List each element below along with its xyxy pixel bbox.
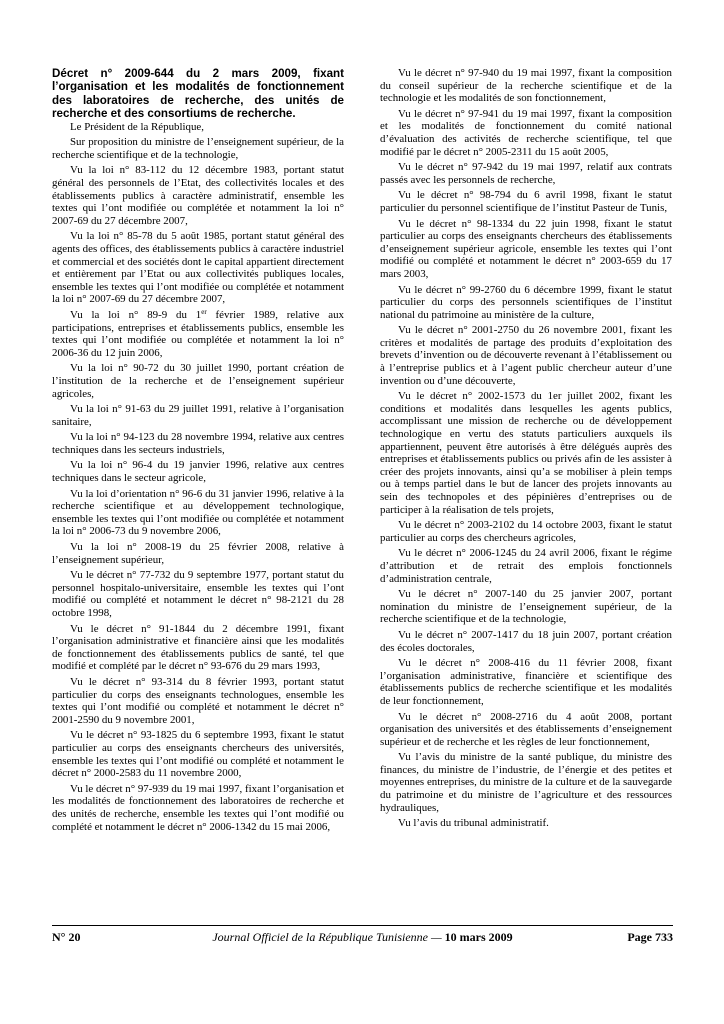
right-column: [380, 67, 672, 833]
paragraph: Vu le décret n° 2003-2102 du 14 octobre 2003, fixant le statut particulier au corps des chercheurs agricoles,: [380, 519, 672, 544]
paragraph: Vu le décret n° 2007-1417 du 18 juin 2007, portant création des écoles doctorales,: [380, 628, 672, 654]
paragraph-text: février 1989, relative aux participations, entreprises et établissements publics, ensemble les textes qui l’ont modifiée ou complétée et notamment la loi n° 2006-36 du 12 juin 2006,: [52, 308, 344, 359]
paragraph: Vu le décret n° 97-941 du 19 mai 1997, fixant la composition et les modalités de fonctionnement du comité national d’évaluation des activités de recherche scientifique, tel que modifié par le décret n° 2005-2311 du 15 août 2005,: [380, 107, 672, 158]
paragraph: Vu la loi n° 91-63 du 29 juillet 1991, relative à l’organisation sanitaire,: [52, 403, 344, 428]
paragraph: Vu le décret n° 98-794 du 6 avril 1998, fixant le statut particulier du personnel scientifique de l’institut Pasteur de Tunis,: [380, 189, 672, 214]
paragraph: Vu la loi n° 83-112 du 12 décembre 1983, portant statut général des personnels de l’Etat, des collectivités locales et des établissements publics à caractère administratif, ensemble les textes qui l’ont modifiée ou complétée et notamment la loi n° 2007-69 du 27 décembre 2007,: [52, 164, 344, 227]
journal-line: [52, 930, 673, 945]
paragraph: Vu le décret n° 91-1844 du 2 décembre 1991, fixant l’organisation administrative et financière ainsi que les modalités de fonctionnement des établissements publics de santé, tel que modifié et complété par le décret n° 93-676 du 29 mars 1993,: [52, 622, 344, 673]
paragraph: Vu la loi n° 94-123 du 28 novembre 1994, relative aux centres techniques dans les secteurs industriels,: [52, 431, 344, 456]
footer-divider: [52, 925, 673, 926]
paragraph: Vu le décret n° 98-1334 du 22 juin 1998, fixant le statut particulier au corps des enseignants chercheurs des établissements d’enseignement supérieur agricole, ensemble les textes qui l’ont modifié ou complété et notamment le décret n° 2003-659 du 17 mars 2003,: [380, 217, 672, 280]
paragraph: Vu le décret n° 97-942 du 19 mai 1997, relatif aux contrats passés avec les personnels de recherche,: [380, 161, 672, 186]
paragraph: Vu la loi d’orientation n° 96-6 du 31 janvier 1996, relative à la recherche scientifique et au développement technologique, ensemble les textes qui l’ont modifiée ou complétée et notamment la loi n° 2006-73 du 9 novembre 2006,: [52, 487, 344, 538]
paragraph: Vu l’avis du tribunal administratif.: [398, 817, 549, 830]
paragraph: Le Président de la République,: [70, 120, 204, 133]
right-paragraphs: [380, 67, 672, 830]
paragraph: Sur proposition du ministre de l’enseignement supérieur, de la recherche scientifique et de la technologie,: [52, 136, 344, 161]
page-footer: [52, 930, 673, 946]
paragraph: Vu le décret n° 2008-2716 du 4 août 2008, portant organisation des universités et des établissements d’enseignement supérieur et de recherche et les règles de leur fonctionnement,: [380, 710, 672, 748]
paragraph: Vu le décret n° 93-314 du 8 février 1993, portant statut particulier du corps des enseignants technologues, ensemble les textes qui l’ont modifié ou complété et notamment le décret n° 2001-2590 du 9 novembre 2001,: [52, 675, 344, 726]
paragraph: Vu l’avis du ministre de la santé publique, du ministre des finances, du ministre de l’industrie, de l’énergie et des petites et moyennes entreprises, du ministre de la culture et de la sauvegarde du patrimoine et du ministre de l’agriculture et des ressources hydrauliques,: [380, 751, 672, 814]
paragraph: Vu le décret n° 2007-140 du 25 janvier 2007, portant nomination du ministre de l’enseignement supérieur, de la recherche scientifique et de la technologie,: [380, 588, 672, 626]
paragraph: Vu le décret n° 2008-416 du 11 février 2008, fixant l’organisation administrative, financière et scientifique des établissements publics de recherche scientifique et les modalités de leur fonctionnement,: [380, 657, 672, 707]
paragraph: Vu la loi n° 85-78 du 5 août 1985, portant statut général des agents des offices, des établissements publics à caractère industriel et commercial et des sociétés dont le capital appartient directement et entièrement par l’Etat ou aux collectivités publiques locales, ensemble les textes qui l’ont modifiée ou complétée et notamment la loi n° 2007-69 du 27 décembre 2007,: [52, 230, 344, 306]
paragraph: Vu le décret n° 2006-1245 du 24 avril 2006, fixant le régime d’attribution et de retrait des emplois fonctionnels d’administration centrale,: [380, 547, 672, 585]
paragraph-text: Vu la loi n° 89-9 du 1: [70, 308, 202, 321]
paragraph: Vu le décret n° 97-940 du 19 mai 1997, fixant la composition du conseil supérieur de la recherche scientifique et de la technologie et les modalités de son fonctionnement,: [380, 67, 672, 105]
paragraph: Vu le décret n° 77-732 du 9 septembre 1977, portant statut du personnel hospitalo-universitaire, ensemble les textes qui l’ont modifié ou complété et notamment le décret n° 98-2121 du 28 octobre 1998,: [52, 569, 344, 619]
ordinal-superscript: er: [201, 307, 207, 316]
paragraph: Vu le décret n° 93-1825 du 6 septembre 1993, fixant le statut particulier au corps des enseignants chercheurs des universités, ensemble les textes qui l’ont modifié ou complété et notamment le décret n° 2000-2583 du 11 novembre 2000,: [52, 729, 344, 780]
paragraph: [52, 309, 344, 359]
paragraph: Vu la loi n° 2008-19 du 25 février 2008, relative à l’enseignement supérieur,: [52, 541, 344, 566]
paragraph: Vu la loi n° 96-4 du 19 janvier 1996, relative aux centres techniques dans le secteur agricole,: [52, 459, 344, 485]
decree-title: Décret n° 2009-644 du 2 mars 2009, fixant l’organisation et les modalités de fonctionnement des laboratoires de recherche, des unités de recherche et des consortiums de recherche.: [52, 67, 344, 121]
paragraph: Vu la loi n° 90-72 du 30 juillet 1990, portant création de l’institution de la recherche et de l’enseignement supérieur agricoles,: [52, 362, 344, 400]
journal-name: Journal Officiel de la République Tunisienne —: [212, 930, 442, 944]
paragraph: Vu le décret n° 2001-2750 du 26 novembre 2001, fixant les critères et modalités de partage des produits d’exploitation des brevets d’invention ou de découverte revenant à l’établissement ou à l’entreprise publics et à l’agent public chercheur auteur d’une invention ou d’une découverte,: [380, 324, 672, 387]
paragraph: Vu le décret n° 99-2760 du 6 décembre 1999, fixant le statut particulier du corps des personnels scientifiques de l’institut national du patrimoine au ministère de la culture,: [380, 283, 672, 321]
page-number: Page 733: [627, 930, 673, 944]
journal-date: 10 mars 2009: [444, 930, 513, 944]
paragraph: Vu le décret n° 2002-1573 du 1er juillet 2002, fixant les conditions et modalités dans lesquelles les agents publics, accomplissant une mission de recherche ou de développement technologique en vertu des statuts particuliers auxquels ils appartiennent, peuvent être autorisés à être délégués auprès des entreprises et établissements publics ou privés afin de les assister à créer des projets innovants, ainsi qu’a se mobiliser à plein temps ou à temps partiel dans le but de lancer des projets innovants au sein des technopoles et des pépinières d’entreprises ou de participer à la réalisation de tels projets,: [380, 390, 672, 516]
issue-number: N° 20: [52, 930, 81, 944]
left-paragraphs: [52, 121, 344, 833]
left-column: [52, 67, 344, 836]
paragraph: Vu le décret n° 97-939 du 19 mai 1997, fixant l’organisation et les modalités de fonctionnement des laboratoires de recherche et des unités de recherche, ensemble les textes qui l’ont modifié ou complété et notamment le décret n° 2006-1342 du 15 mai 2006,: [52, 782, 344, 833]
